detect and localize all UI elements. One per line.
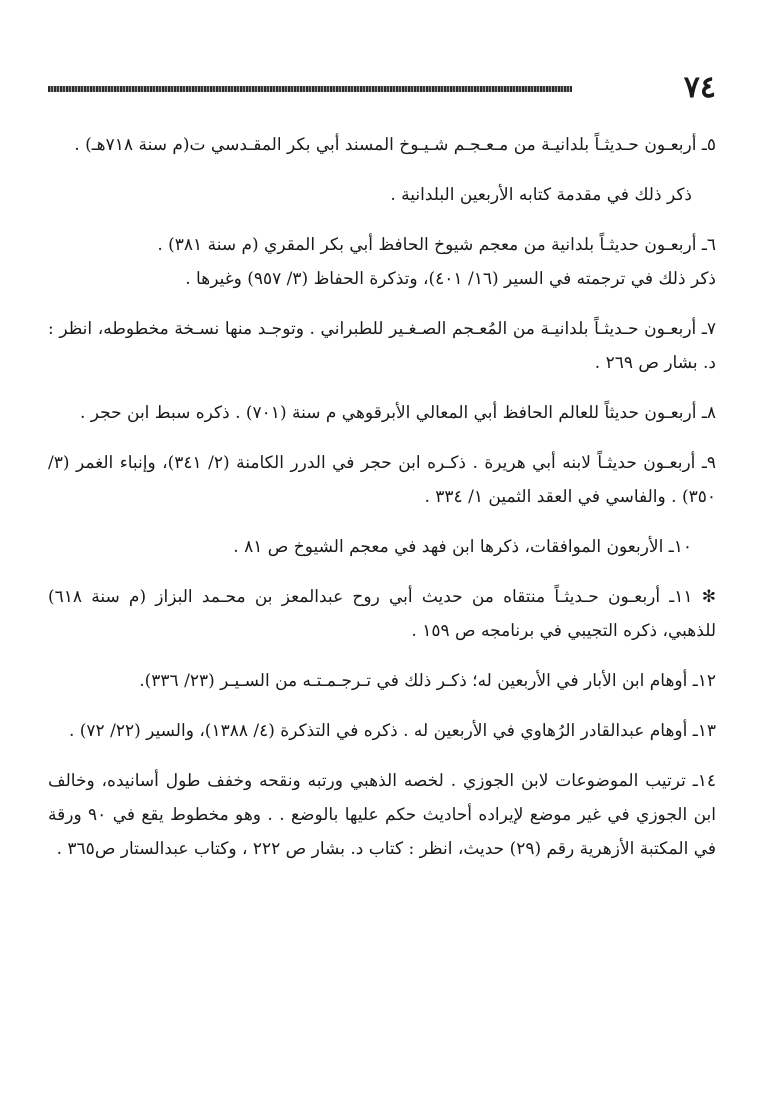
entry-line: ذكر ذلك في ترجمته في السير (١٦/ ٤٠١)، وتذكرة الحفاظ (٣/ ٩٥٧) وغيرها . (185, 269, 716, 289)
page-number: ٧٤ (683, 70, 716, 105)
entry-line: ٦ـ أربعـون حديثـاً بلدانية من معجم شيوخ الحافظ أبي بكر المقري (م سنة ٣٨١) . (157, 235, 716, 255)
entry-line: ٧ـ أربعـون حـديثـاً بلدانيـة من المُعـجم الصـغـير للطبراني . وتوجـد منها نسـخة مخطوطه، انظر : د. بشار ص ٢٦٩ . (48, 319, 716, 373)
list-item-7 (48, 312, 716, 380)
header-rule (48, 86, 572, 92)
entry-line: ١٤ـ ترتيب الموضوعات لابن الجوزي . لخصه الذهبي ورتبه ونقحه وخفف طول أسانيده، وخالف ابن الجوزي في غير موضع لإيراده أحاديث حكم عليها بالوضع . . وهو مخطوط يقع في ٩٠ ورقة في المكتبة الأزهرية رقم (٢٩) حديث، انظر : كتاب د. بشار ص ٢٢٢ ، وكتاب عبدالستار ص٣٦٥ . (48, 771, 716, 859)
list-item-11 (48, 580, 716, 648)
page-header (48, 70, 716, 106)
list-item-5 (48, 128, 716, 162)
list-item-10 (48, 530, 716, 564)
entry-line: ٩ـ أربعـون حديثـاً لابنه أبي هريرة . ذكـره ابن حجر في الدرر الكامنة (٢/ ٣٤١)، وإنباء الغمر (٣/ ٣٥٠) . والفاسي في العقد الثمين ١/ ٣٣٤ . (48, 453, 716, 507)
entry-line: ✻ ١١ـ أربعـون حـديثـاً منتقاه من حديث أبي روح عبدالمعز بن محـمد البزاز (م سنة ٦١٨) للذهبي، ذكره التجيبي في برنامجه ص ١٥٩ . (48, 587, 716, 641)
entry-line: ١٠ـ الأربعون الموافقات، ذكرها ابن فهد في معجم الشيوخ ص ٨١ . (233, 537, 692, 557)
list-item-6 (48, 228, 716, 296)
list-item-9 (48, 446, 716, 514)
entry-line: ذكر ذلك في مقدمة كتابه الأربعين البلدانية . (390, 185, 692, 205)
list-item-8 (48, 396, 716, 430)
page-body (48, 128, 716, 882)
entry-line: ٥ـ أربعـون حـديثـاً بلدانيـة من مـعـجـم شـيـوخ المسند أبي بكر المقـدسي ت(م سنة ٧١٨هـ) . (74, 135, 716, 155)
entry-line: ١٣ـ أوهام عبدالقادر الرُهاوي في الأربعين له . ذكره في التذكرة (٤/ ١٣٨٨)، والسير (٢٢/ ٧٢) . (68, 721, 716, 741)
entry-line: ١٢ـ أوهام ابن الأبار في الأربعين له؛ ذكـر ذلك في تـرجـمـتـه من السـيـر (٢٣/ ٣٣٦). (139, 671, 716, 691)
list-item-12 (48, 664, 716, 698)
list-item-5-note (48, 178, 716, 212)
entry-line: ٨ـ أربعـون حديثاً للعالم الحافظ أبي المعالي الأبرقوهي م سنة (٧٠١) . ذكره سبط ابن حجر . (79, 403, 716, 423)
list-item-13 (48, 714, 716, 748)
list-item-14 (48, 764, 716, 866)
